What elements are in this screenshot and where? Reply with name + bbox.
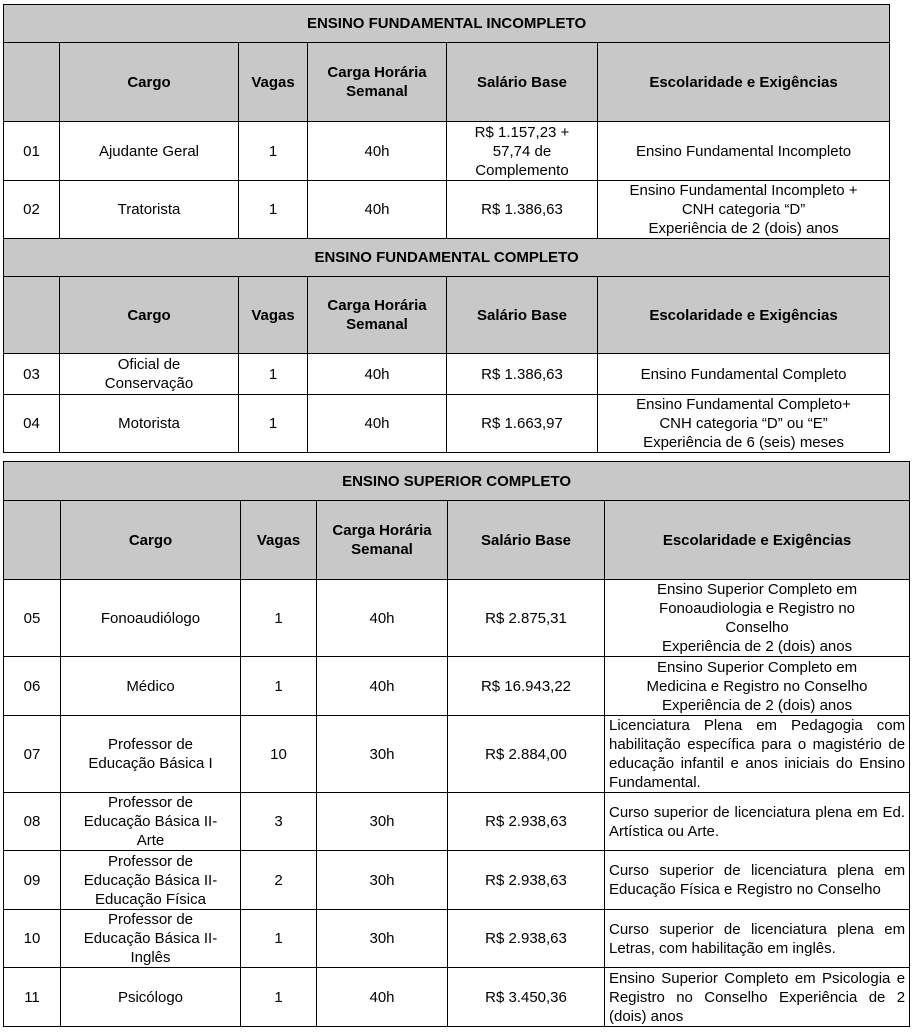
row-num: 07 [4, 716, 61, 793]
row-requisitos: Ensino Fundamental Completo+ CNH categoria “D” ou “E” Experiência de 6 (seis) meses [598, 395, 890, 453]
header-vagas: Vagas [239, 43, 308, 122]
row-vagas: 3 [241, 793, 317, 851]
row-carga: 40h [317, 657, 448, 716]
table-row [4, 181, 890, 239]
row-salario: R$ 1.663,97 [447, 395, 598, 453]
row-carga: 30h [317, 851, 448, 910]
header-num [4, 501, 61, 580]
header-cargo: Cargo [60, 43, 239, 122]
row-cargo: Professor de Educação Básica I [61, 716, 241, 793]
vagas-table-superior [3, 461, 910, 1027]
header-salario: Salário Base [448, 501, 605, 580]
row-carga: 40h [308, 122, 447, 181]
row-requisitos: Curso superior de licenciatura plena em Letras, com habilitação em inglês. [605, 910, 910, 968]
header-cargo: Cargo [60, 277, 239, 354]
section-title: ENSINO FUNDAMENTAL INCOMPLETO [4, 5, 890, 43]
row-salario: R$ 2.884,00 [448, 716, 605, 793]
row-num: 05 [4, 580, 61, 657]
table-row [4, 354, 890, 395]
row-num: 09 [4, 851, 61, 910]
row-carga: 40h [317, 580, 448, 657]
table-row [4, 968, 910, 1027]
row-salario: R$ 1.386,63 [447, 354, 598, 395]
row-cargo: Professor de Educação Básica II- Arte [61, 793, 241, 851]
row-salario: R$ 2.875,31 [448, 580, 605, 657]
header-carga: Carga Horária Semanal [308, 277, 447, 354]
row-salario: R$ 2.938,63 [448, 851, 605, 910]
table-row [4, 657, 910, 716]
vagas-table-fundamental [3, 4, 890, 453]
section-title: ENSINO SUPERIOR COMPLETO [4, 462, 910, 501]
header-escolaridade: Escolaridade e Exigências [598, 43, 890, 122]
row-carga: 30h [317, 793, 448, 851]
header-num [4, 277, 60, 354]
row-requisitos: Licenciatura Plena em Pedagogia com habilitação específica para o magistério de educação infantil e anos iniciais do Ensino Fundamental. [605, 716, 910, 793]
row-num: 01 [4, 122, 60, 181]
row-num: 03 [4, 354, 60, 395]
row-vagas: 1 [239, 122, 308, 181]
row-salario: R$ 2.938,63 [448, 793, 605, 851]
row-salario: R$ 1.157,23 + 57,74 de Complemento [447, 122, 598, 181]
row-cargo: Médico [61, 657, 241, 716]
row-requisitos: Curso superior de licenciatura plena em Ed. Artística ou Arte. [605, 793, 910, 851]
row-vagas: 1 [241, 910, 317, 968]
row-cargo: Psicólogo [61, 968, 241, 1027]
row-num: 02 [4, 181, 60, 239]
row-cargo: Professor de Educação Básica II- Inglês [61, 910, 241, 968]
row-cargo: Ajudante Geral [60, 122, 239, 181]
table-row [4, 122, 890, 181]
row-num: 08 [4, 793, 61, 851]
table-row [4, 580, 910, 657]
row-salario: R$ 1.386,63 [447, 181, 598, 239]
row-carga: 40h [317, 968, 448, 1027]
table-row [4, 910, 910, 968]
row-num: 06 [4, 657, 61, 716]
table-row [4, 716, 910, 793]
header-cargo: Cargo [61, 501, 241, 580]
header-carga: Carga Horária Semanal [308, 43, 447, 122]
section-title: ENSINO FUNDAMENTAL COMPLETO [4, 239, 890, 277]
header-num [4, 43, 60, 122]
row-carga: 30h [317, 716, 448, 793]
row-requisitos: Ensino Fundamental Incompleto + CNH categoria “D” Experiência de 2 (dois) anos [598, 181, 890, 239]
header-escolaridade: Escolaridade e Exigências [598, 277, 890, 354]
row-num: 10 [4, 910, 61, 968]
row-requisitos: Curso superior de licenciatura plena em Educação Física e Registro no Conselho [605, 851, 910, 910]
row-cargo: Professor de Educação Básica II- Educação Física [61, 851, 241, 910]
row-requisitos: Ensino Superior Completo em Psicologia e Registro no Conselho Experiência de 2 (dois) anos [605, 968, 910, 1027]
row-vagas: 1 [241, 657, 317, 716]
header-vagas: Vagas [241, 501, 317, 580]
header-escolaridade: Escolaridade e Exigências [605, 501, 910, 580]
row-requisitos: Ensino Fundamental Completo [598, 354, 890, 395]
row-carga: 30h [317, 910, 448, 968]
row-carga: 40h [308, 354, 447, 395]
row-requisitos: Ensino Fundamental Incompleto [598, 122, 890, 181]
row-cargo: Oficial de Conservação [60, 354, 239, 395]
row-vagas: 1 [241, 968, 317, 1027]
table-row [4, 395, 890, 453]
row-vagas: 1 [239, 181, 308, 239]
row-salario: R$ 3.450,36 [448, 968, 605, 1027]
row-vagas: 2 [241, 851, 317, 910]
table-row [4, 851, 910, 910]
row-vagas: 10 [241, 716, 317, 793]
row-vagas: 1 [239, 354, 308, 395]
row-num: 11 [4, 968, 61, 1027]
row-carga: 40h [308, 181, 447, 239]
row-cargo: Fonoaudiólogo [61, 580, 241, 657]
row-salario: R$ 16.943,22 [448, 657, 605, 716]
table-row [4, 793, 910, 851]
row-vagas: 1 [241, 580, 317, 657]
row-cargo: Tratorista [60, 181, 239, 239]
row-salario: R$ 2.938,63 [448, 910, 605, 968]
row-cargo: Motorista [60, 395, 239, 453]
header-salario: Salário Base [447, 43, 598, 122]
row-carga: 40h [308, 395, 447, 453]
header-vagas: Vagas [239, 277, 308, 354]
row-requisitos: Ensino Superior Completo em Fonoaudiologia e Registro no Conselho Experiência de 2 (dois) anos [605, 580, 910, 657]
header-carga: Carga Horária Semanal [317, 501, 448, 580]
row-requisitos: Ensino Superior Completo em Medicina e Registro no Conselho Experiência de 2 (dois) anos [605, 657, 910, 716]
row-vagas: 1 [239, 395, 308, 453]
row-num: 04 [4, 395, 60, 453]
header-salario: Salário Base [447, 277, 598, 354]
